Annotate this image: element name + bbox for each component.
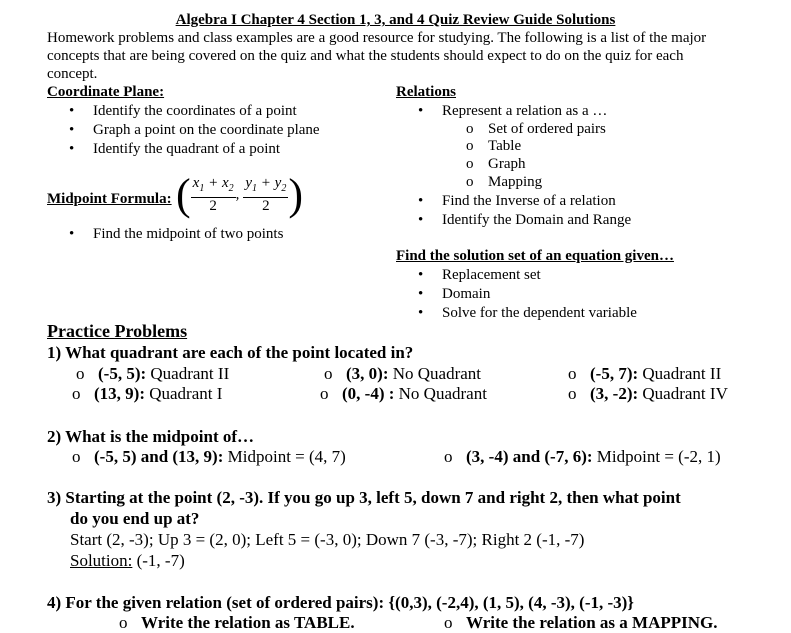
page-title: Algebra I Chapter 4 Section 1, 3, and 4 Quiz Review Guide Solutions xyxy=(175,12,616,28)
relations-heading: Relations xyxy=(396,84,456,100)
coordinate-plane-heading: Coordinate Plane: xyxy=(47,84,165,100)
intro-line-1: Homework problems and class examples are a good resource for studying. The following is a list of the major xyxy=(47,30,707,46)
question-2: 2) What is the midpoint of… xyxy=(47,427,255,446)
list-item: • Identify the quadrant of a point xyxy=(93,140,280,158)
answer-item: o (-5, 7): Quadrant II xyxy=(590,364,721,384)
answer-item: o (0, -4) : No Quadrant xyxy=(342,384,487,404)
list-item: o Graph xyxy=(488,155,526,173)
task-item: o Write the relation as a MAPPING. xyxy=(466,613,718,633)
list-item: • Find the midpoint of two points xyxy=(93,225,283,243)
task-item: o Write the relation as TABLE. xyxy=(141,613,355,633)
list-item: • Domain xyxy=(442,285,490,303)
list-item: o Mapping xyxy=(488,173,542,191)
list-item: • Replacement set xyxy=(442,266,541,284)
answer-item: o (3, 0): No Quadrant xyxy=(346,364,481,384)
answer-item: o (13, 9): Quadrant I xyxy=(94,384,222,404)
midpoint-heading: Midpoint Formula: xyxy=(47,191,172,207)
question-3: 3) Starting at the point (2, -3). If you go up 3, left 5, down 7 and right 2, then what point xyxy=(47,488,681,507)
question-3-steps: Start (2, -3); Up 3 = (2, 0); Left 5 = (-3, 0); Down 7 (-3, -7); Right 2 (-1, -7) xyxy=(70,530,585,549)
list-item: • Graph a point on the coordinate plane xyxy=(93,121,320,139)
list-item: • Identify the coordinates of a point xyxy=(93,102,297,120)
list-item: • Represent a relation as a … xyxy=(442,102,607,120)
question-4: 4) For the given relation (set of ordered pairs): {(0,3), (-2,4), (1, 5), (4, -3), (-1, -3)} xyxy=(47,593,635,612)
question-3-continued: do you end up at? xyxy=(70,509,200,528)
list-item: • Solve for the dependent variable xyxy=(442,304,637,322)
midpoint-formula: ( $\frac{x_1 + x_2}{2}$ , $\frac{y_1 + y_2}{2}$ ) xyxy=(176,170,303,219)
intro-line-3: concept. xyxy=(47,66,98,82)
answer-item: o (-5, 5): Quadrant II xyxy=(98,364,229,384)
list-item: o Set of ordered pairs xyxy=(488,120,606,138)
question-1: 1) What quadrant are each of the point located in? xyxy=(47,343,414,362)
solution-set-heading: Find the solution set of an equation given… xyxy=(396,248,674,264)
list-item: o Table xyxy=(488,137,521,155)
answer-item: o (3, -4) and (-7, 6): Midpoint = (-2, 1) xyxy=(466,447,721,467)
list-item: • Identify the Domain and Range xyxy=(442,211,631,229)
question-3-solution: Solution: (-1, -7) xyxy=(70,551,185,570)
practice-heading: Practice Problems xyxy=(47,321,188,341)
answer-item: o (3, -2): Quadrant IV xyxy=(590,384,728,404)
intro-line-2: concepts that are being covered on the quiz and what the students should expect to do on the quiz for each xyxy=(47,48,684,64)
answer-item: o (-5, 5) and (13, 9): Midpoint = (4, 7) xyxy=(94,447,346,467)
list-item: • Find the Inverse of a relation xyxy=(442,192,616,210)
